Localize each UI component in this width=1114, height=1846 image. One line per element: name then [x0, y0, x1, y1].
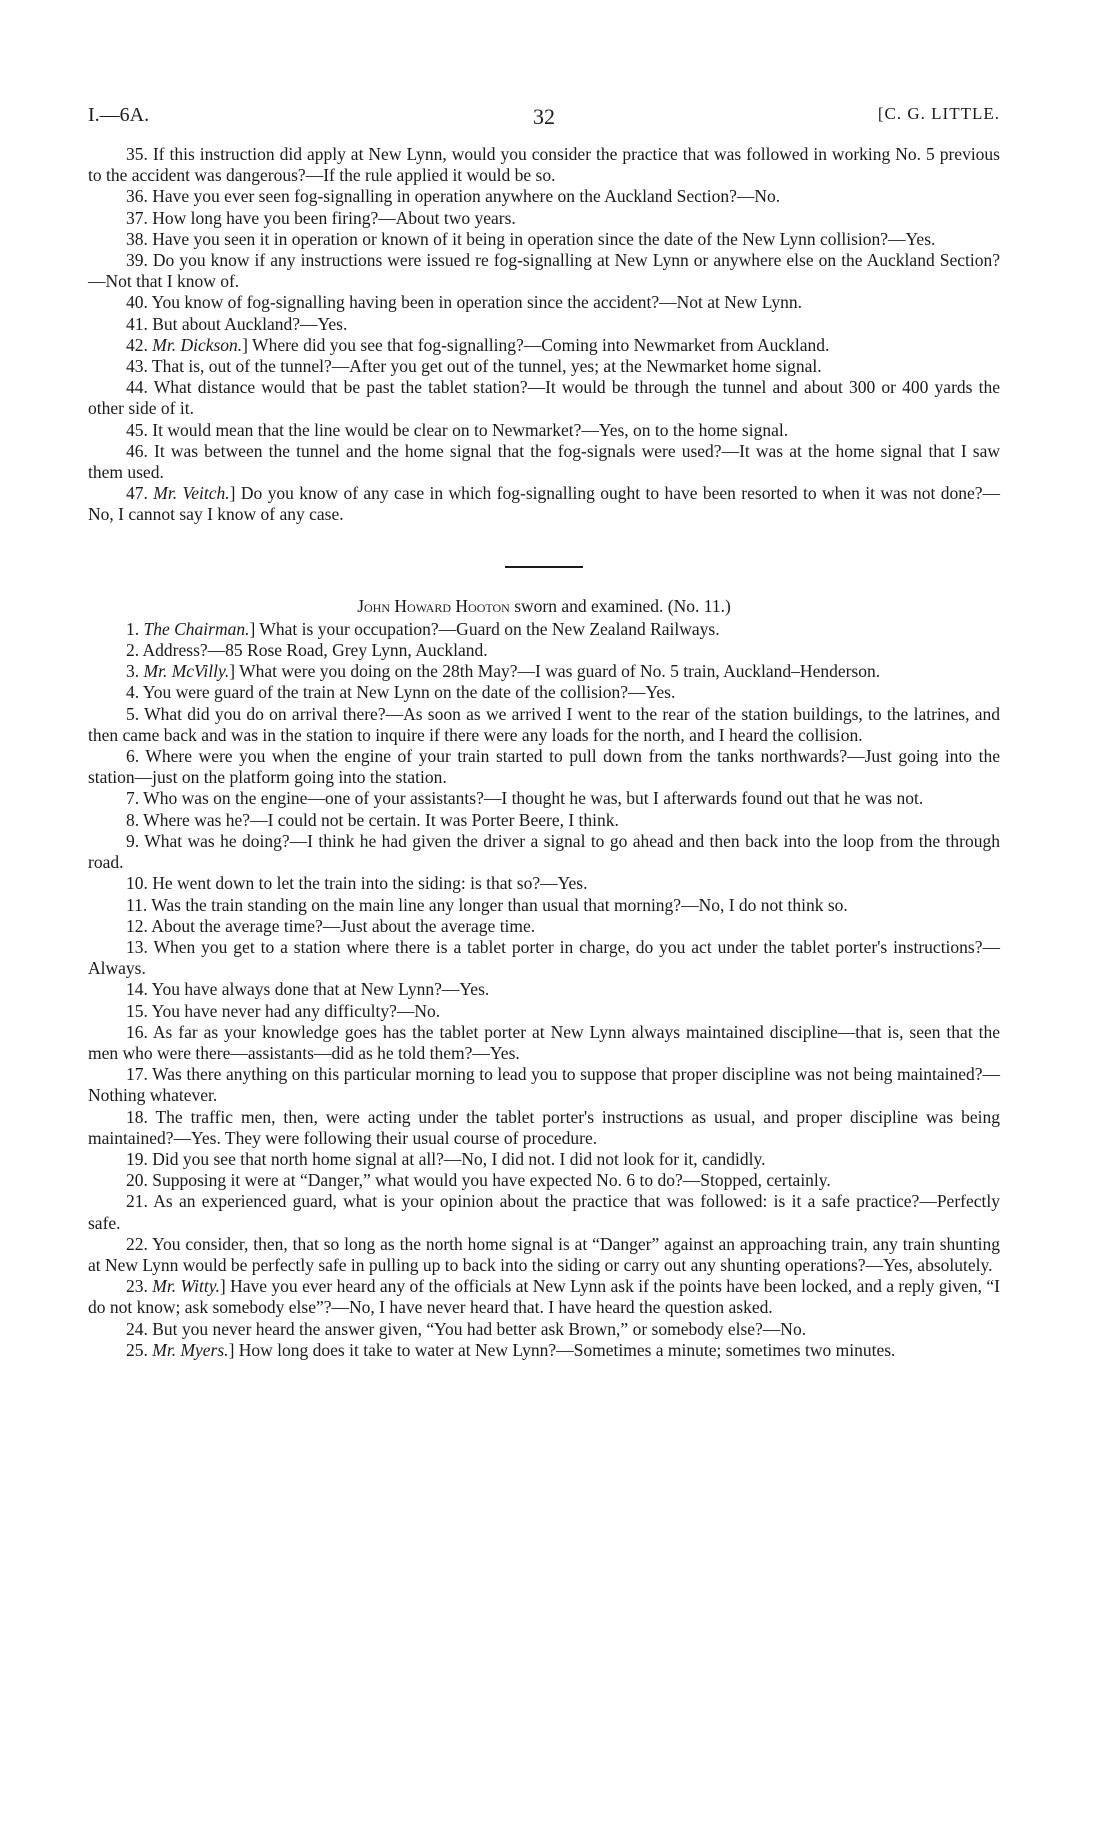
question-text: 9. What was he doing?—I think he had given the driver a signal to go ahead and then back into the loop from the through road.: [88, 830, 1000, 873]
question-paragraph: [88, 1022, 1000, 1064]
question-text: 4. You were guard of the train at New Lynn on the date of the collision?—Yes.: [126, 682, 676, 703]
question-paragraph: [88, 250, 1000, 292]
question-paragraph: [88, 441, 1000, 483]
question-text: 45. It would mean that the line would be clear on to Newmarket?—Yes, on to the home signal.: [126, 419, 789, 440]
question-text: 38. Have you seen it in operation or known of it being in operation since the date of the New Lynn collision?—Yes.: [126, 228, 936, 249]
question-paragraph: [88, 937, 1000, 979]
question-number: 25.: [126, 1339, 153, 1360]
page-header: [88, 104, 1000, 134]
question-paragraph: [88, 619, 1000, 640]
question-paragraph: [88, 420, 1000, 441]
question-text: 17. Was there anything on this particular morning to lead you to suppose that proper discipline was not being maintained?—Nothing whatever.: [88, 1064, 1000, 1106]
question-text: 37. How long have you been firing?—About two years.: [126, 207, 516, 228]
question-paragraph: [88, 895, 1000, 916]
witness-running-head: [C. G. LITTLE.: [877, 104, 1000, 123]
question-number: 1.: [126, 618, 144, 639]
question-paragraph: [88, 1107, 1000, 1149]
question-text: 39. Do you know if any instructions were issued re fog-signalling at New Lynn or anywhere else on the Auckland Section?—Not that I know of.: [88, 250, 1000, 292]
question-paragraph: [88, 144, 1000, 186]
question-paragraph: [88, 1170, 1000, 1191]
question-text: 11. Was the train standing on the main line any longer than usual that morning?—No, I do not think so.: [126, 894, 848, 915]
question-text: 15. You have never had any difficulty?—No.: [126, 1000, 441, 1021]
question-text: 12. About the average time?—Just about the average time.: [126, 915, 536, 936]
question-text: 19. Did you see that north home signal at all?—No, I did not. I did not look for it, candidly.: [126, 1148, 766, 1169]
testimony-section-little: [88, 144, 1000, 526]
question-text: ] Do you know of any case in which fog-signalling ought to have been resorted to when it was not done?—No, I cannot say I know of any case.: [88, 483, 1001, 525]
question-text: 7. Who was on the engine—one of your assistants?—I thought he was, but I afterwards found out that he was not.: [126, 788, 924, 809]
witness-name: John Howard Hooton: [357, 595, 510, 616]
speaker-name: Mr. Witty.: [152, 1276, 220, 1297]
question-text: ] How long does it take to water at New Lynn?—Sometimes a minute; sometimes two minutes.: [228, 1339, 896, 1360]
question-paragraph: [88, 1319, 1000, 1340]
question-paragraph: [88, 746, 1000, 788]
question-text: 6. Where were you when the engine of your train started to pull down from the tanks northwards?—Just going into the station—just on the platform going into the station.: [88, 746, 1000, 788]
witness-heading-rest: sworn and examined. (No. 11.): [509, 595, 731, 616]
section-divider: [505, 566, 583, 568]
question-paragraph: [88, 873, 1000, 894]
question-paragraph: [88, 661, 1000, 682]
question-text: 41. But about Auckland?—Yes.: [126, 313, 348, 334]
speaker-name: The Chairman.: [143, 618, 250, 639]
question-paragraph: [88, 640, 1000, 661]
question-text: ] What is your occupation?—Guard on the New Zealand Railways.: [249, 618, 720, 639]
question-text: ] Where did you see that fog-signalling?—Coming into Newmarket from Auckland.: [242, 334, 830, 355]
speaker-name: Mr. McVilly.: [143, 661, 230, 682]
question-text: 14. You have always done that at New Lynn?—Yes.: [126, 979, 490, 1000]
question-paragraph: [88, 314, 1000, 335]
question-text: 20. Supposing it were at “Danger,” what would you have expected No. 6 to do?—Stopped, certainly.: [126, 1170, 831, 1191]
speaker-name: Mr. Veitch.: [153, 483, 230, 504]
question-text: 18. The traffic men, then, were acting under the tablet porter's instructions as usual, and proper discipline was being maintained?—Yes. They were following their usual course of procedure.: [88, 1106, 1000, 1148]
question-paragraph: [88, 979, 1000, 1000]
question-text: 2. Address?—85 Rose Road, Grey Lynn, Auckland.: [126, 640, 488, 661]
document-body: [88, 144, 1000, 1361]
question-paragraph: [88, 483, 1000, 525]
question-paragraph: [88, 208, 1000, 229]
question-paragraph: [88, 1001, 1000, 1022]
question-text: 44. What distance would that be past the tablet station?—It would be through the tunnel and about 300 or 400 yards the other side of it.: [88, 377, 1000, 419]
question-number: 47.: [126, 483, 154, 504]
question-text: 21. As an experienced guard, what is your opinion about the practice that was followed: is it a safe practice?—Perfectly safe.: [88, 1191, 1000, 1233]
question-paragraph: [88, 292, 1000, 313]
question-number: 42.: [126, 334, 153, 355]
speaker-name: Mr. Dickson.: [152, 334, 243, 355]
question-paragraph: [88, 916, 1000, 937]
question-paragraph: [88, 229, 1000, 250]
question-text: 36. Have you ever seen fog-signalling in operation anywhere on the Auckland Section?—No.: [126, 186, 781, 207]
question-text: 24. But you never heard the answer given, “You had better ask Brown,” or somebody else?—No.: [126, 1318, 807, 1339]
page-number: 32: [533, 104, 555, 129]
question-paragraph: [88, 1149, 1000, 1170]
question-text: 8. Where was he?—I could not be certain. It was Porter Beere, I think.: [126, 809, 619, 830]
question-number: 23.: [126, 1276, 153, 1297]
question-text: 13. When you get to a station where there is a tablet porter in charge, do you act under the tablet porter's instructions?—Always.: [88, 936, 1000, 979]
question-text: ] Have you ever heard any of the officials at New Lynn ask if the points have been locked, and a reply given, “I do not know; ask somebody else”?—No, I have never heard that. I have heard the question asked.: [88, 1276, 1001, 1318]
question-text: 40. You know of fog-signalling having been in operation since the accident?—Not at New Lynn.: [126, 292, 803, 313]
question-paragraph: [88, 682, 1000, 703]
question-paragraph: [88, 788, 1000, 809]
question-paragraph: [88, 1340, 1000, 1361]
testimony-section-hooton: [88, 619, 1000, 1361]
question-text: 46. It was between the tunnel and the home signal that the fog-signals were used?—It was at the home signal that I saw them used.: [88, 440, 1000, 483]
question-paragraph: [88, 1234, 1000, 1276]
question-text: ] What were you doing on the 28th May?—I was guard of No. 5 train, Auckland–Henderson.: [229, 661, 881, 682]
question-paragraph: [88, 335, 1000, 356]
document-reference: I.—6A.: [88, 104, 150, 126]
question-paragraph: [88, 1064, 1000, 1106]
question-text: 10. He went down to let the train into the siding: is that so?—Yes.: [126, 873, 588, 894]
question-text: 35. If this instruction did apply at New Lynn, would you consider the practice that was followed in working No. 5 previous to the accident was dangerous?—If the rule applied it would be so.: [88, 144, 1000, 186]
question-number: 3.: [126, 661, 144, 682]
question-paragraph: [88, 356, 1000, 377]
question-paragraph: [88, 1191, 1000, 1233]
question-text: 43. That is, out of the tunnel?—After you get out of the tunnel, yes; at the Newmarket home signal.: [126, 356, 822, 377]
question-paragraph: [88, 1276, 1000, 1318]
question-paragraph: [88, 831, 1000, 873]
question-paragraph: [88, 704, 1000, 746]
question-paragraph: [88, 810, 1000, 831]
witness-heading: [88, 596, 1000, 617]
question-paragraph: [88, 377, 1000, 419]
document-page: [88, 104, 1000, 1361]
speaker-name: Mr. Myers.: [152, 1339, 229, 1360]
question-text: 22. You consider, then, that so long as the north home signal is at “Danger” against an approaching train, any train shunting at New Lynn would be perfectly safe in pulling up to back into the siding or carry out any shunting operations?—Yes, absolutely.: [88, 1233, 1000, 1275]
question-text: 5. What did you do on arrival there?—As soon as we arrived I went to the rear of the station buildings, to the latrines, and then came back and was in the station to inquire if there were any loads for the north, and I heard the collision.: [88, 703, 1000, 745]
question-text: 16. As far as your knowledge goes has the tablet porter at New Lynn always maintained discipline—that is, seen that the men who were there—assistants—did as he told them?—Yes.: [88, 1021, 1000, 1063]
question-paragraph: [88, 186, 1000, 207]
